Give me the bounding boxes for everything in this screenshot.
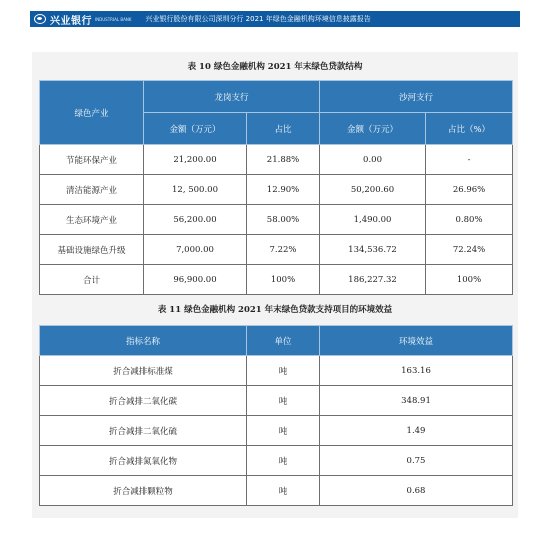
table-row xyxy=(40,356,513,386)
share-cell: - xyxy=(426,145,513,175)
amount-cell: 56,200.00 xyxy=(144,205,247,235)
industry-cell: 基础设施绿色升级 xyxy=(40,235,144,265)
unit-cell: 吨 xyxy=(247,356,320,386)
header-industry: 绿色产业 xyxy=(40,81,144,145)
environmental-benefit-table xyxy=(39,325,513,506)
amount-cell: 134,536.72 xyxy=(320,235,426,265)
indicator-cell: 折合减排标准煤 xyxy=(40,356,247,386)
amount-cell: 186,227.32 xyxy=(320,265,426,295)
share-cell: 26.96% xyxy=(426,175,513,205)
benefit-cell: 348.91 xyxy=(320,386,513,416)
table-row xyxy=(40,205,513,235)
table-row xyxy=(40,416,513,446)
indicator-cell: 折合减排二氧化硫 xyxy=(40,416,247,446)
header-indicator: 指标名称 xyxy=(40,326,247,356)
industry-cell: 节能环保产业 xyxy=(40,145,144,175)
indicator-cell: 折合减排颗粒物 xyxy=(40,476,247,506)
unit-cell: 吨 xyxy=(247,386,320,416)
benefit-cell: 0.68 xyxy=(320,476,513,506)
table-row xyxy=(40,446,513,476)
table-row xyxy=(40,175,513,205)
benefit-cell: 1.49 xyxy=(320,416,513,446)
unit-cell: 吨 xyxy=(247,476,320,506)
amount-cell: 21,200.00 xyxy=(144,145,247,175)
indicator-cell: 折合减排氮氧化物 xyxy=(40,446,247,476)
share-cell: 72.24% xyxy=(426,235,513,265)
header-share-2: 占比（%） xyxy=(426,113,513,145)
table11-header-row xyxy=(40,326,513,356)
table-row xyxy=(40,145,513,175)
page-header xyxy=(30,11,520,27)
header-amount-2: 金额（万元） xyxy=(320,113,426,145)
table10-caption: 表 10 绿色金融机构 2021 年末绿色贷款结构 xyxy=(187,62,363,72)
table-row xyxy=(40,386,513,416)
share-cell: 100% xyxy=(426,265,513,295)
bank-logo-icon xyxy=(34,14,46,24)
share-cell: 7.22% xyxy=(247,235,320,265)
amount-cell: 7,000.00 xyxy=(144,235,247,265)
logo-text: 兴业银行 xyxy=(50,15,92,27)
share-cell: 12.90% xyxy=(247,175,320,205)
amount-cell: 12, 500.00 xyxy=(144,175,247,205)
amount-cell: 1,490.00 xyxy=(320,205,426,235)
share-cell: 21.88% xyxy=(247,145,320,175)
table10-header-row-1 xyxy=(40,81,513,113)
bank-logo xyxy=(30,11,131,27)
amount-cell: 0.00 xyxy=(320,145,426,175)
industry-cell: 清洁能源产业 xyxy=(40,175,144,205)
unit-cell: 吨 xyxy=(247,416,320,446)
benefit-cell: 0.75 xyxy=(320,446,513,476)
unit-cell: 吨 xyxy=(247,446,320,476)
share-cell: 100% xyxy=(247,265,320,295)
logo-subtext: INDUSTRIAL BANK xyxy=(95,16,132,22)
industry-cell: 生态环境产业 xyxy=(40,205,144,235)
table-row xyxy=(40,235,513,265)
header-share-1: 占比 xyxy=(247,113,320,145)
benefit-cell: 163.16 xyxy=(320,356,513,386)
header-branch-longgang: 龙岗支行 xyxy=(144,81,320,113)
header-amount-1: 金额（万元） xyxy=(144,113,247,145)
report-title: 兴业银行股份有限公司深圳分行 2021 年绿色金融机构环境信息披露报告 xyxy=(145,15,371,23)
header-benefit: 环境效益 xyxy=(320,326,513,356)
amount-cell: 96,900.00 xyxy=(144,265,247,295)
header-unit: 单位 xyxy=(247,326,320,356)
table-row-total xyxy=(40,265,513,295)
table11-caption: 表 11 绿色金融机构 2021 年末绿色贷款支持项目的环境效益 xyxy=(157,305,393,315)
green-loan-structure-table xyxy=(39,80,513,295)
industry-cell: 合计 xyxy=(40,265,144,295)
header-branch-shahe: 沙河支行 xyxy=(320,81,513,113)
table-row xyxy=(40,476,513,506)
indicator-cell: 折合减排二氧化碳 xyxy=(40,386,247,416)
share-cell: 58.00% xyxy=(247,205,320,235)
amount-cell: 50,200.60 xyxy=(320,175,426,205)
share-cell: 0.80% xyxy=(426,205,513,235)
